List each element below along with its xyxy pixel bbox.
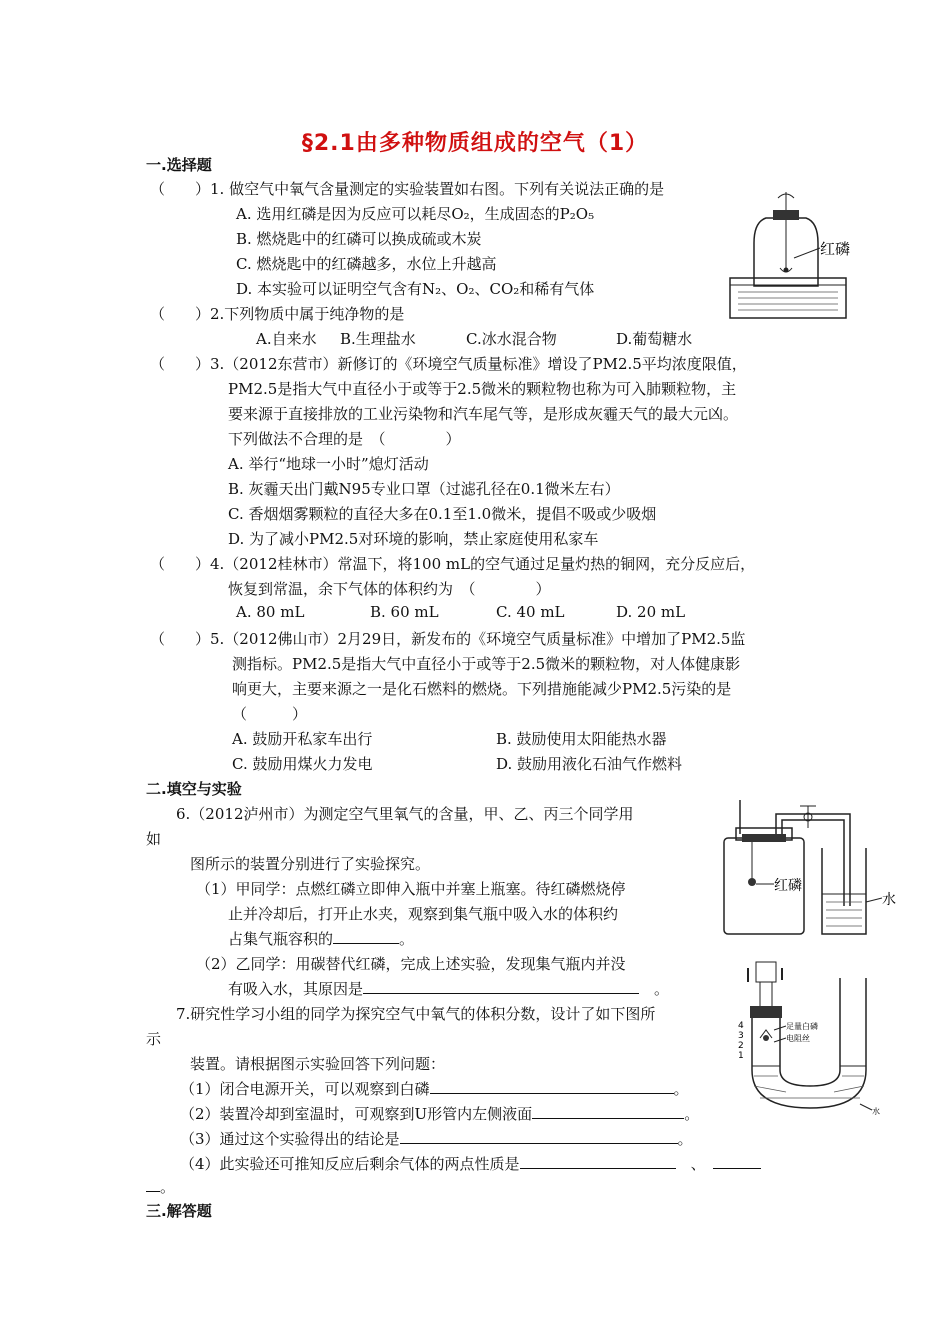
q7-answer-blank-4[interactable] [520,1154,676,1169]
q7-part-4-text: （4）此实验还可推知反应后剩余气体的两点性质是 [180,1155,520,1173]
q7-scale-1: 1 [738,1051,744,1061]
q6-part-2-end: 。 [654,980,670,998]
section-heading-fill: 二.填空与实验 [146,780,242,798]
q4-option-d: D. 20 mL [616,603,686,621]
q6-apparatus-figure [716,794,916,944]
q2-option-c: C.冰水混合物 [466,330,557,348]
q3-line-3: 要来源于直接排放的工业污染物和汽车尾气等，是形成灰霾天气的最大元凶。 [228,405,739,423]
q7-figure-label-phosphorus: 足量白磷 [786,1022,818,1031]
q7-answer-blank-3[interactable] [400,1129,678,1144]
q7-answer-blank-2[interactable] [532,1104,684,1119]
q7-part-3 [180,1128,693,1149]
q3-option-b: B. 灰霾天出门戴N95专业口罩（过滤孔径在0.1微米左右） [228,480,620,498]
q4-line-1: （ ）4.（2012桂林市）常温下，将100 mL的空气通过足量灼热的铜网，充分反应后， [150,555,756,573]
q6-part-1c [228,928,414,949]
q7-part-1-text: （1）闭合电源开关，可以观察到白磷 [180,1080,430,1098]
q2-stem: （ ）2.下列物质中属于纯净物的是 [150,305,405,323]
q1-option-d: D. 本实验可以证明空气含有N₂、O₂、CO₂和稀有气体 [236,280,595,298]
q7-part-2-text: （2）装置冷却到室温时，可观察到U形管内左侧液面 [180,1105,533,1123]
q7-answer-blank-1[interactable] [430,1079,674,1094]
q7-part-4 [180,1153,761,1174]
q7-answer-blank-5-cont[interactable] [146,1177,160,1192]
q7-line-1b: 示 [146,1030,162,1048]
q6-part-1-end: 。 [399,930,415,948]
q1-figure-label: 红磷 [820,240,851,258]
q6-line-1: 6.（2012泸州市）为测定空气里氧气的含量，甲、乙、丙三个同学用 [176,805,634,823]
q4-option-a: A. 80 mL [236,603,305,621]
section-heading-answer: 三.解答题 [146,1202,212,1220]
q7-answer-blank-5[interactable] [713,1154,761,1169]
page-title: §2.1由多种物质组成的空气（1） [301,131,649,156]
q6-part-2b [228,978,669,999]
q2-option-d: D.葡萄糖水 [616,330,693,348]
q6-part-1b: 止并冷却后，打开止水夹，观察到集气瓶中吸入水的体积约 [228,905,619,923]
q1-option-c: C. 燃烧匙中的红磷越多，水位上升越高 [236,255,497,273]
q2-option-a: A.自来水 [256,330,317,348]
q5-option-c: C. 鼓励用煤火力发电 [232,755,373,773]
q5-line-4: （ ） [232,705,308,723]
q7-part-4-dot: 。 [160,1178,176,1196]
q3-line-2: PM2.5是指大气中直径小于或等于2.5微米的颗粒物也称为可入肺颗粒物，主 [228,380,737,398]
q7-scale-2: 2 [738,1041,744,1051]
q6-figure-label-water: 水 [882,892,896,908]
q5-option-d: D. 鼓励用液化石油气作燃料 [496,755,683,773]
q7-figure-label-wire: 电阻丝 [786,1034,810,1043]
q1-option-b: B. 燃烧匙中的红磷可以换成硫或木炭 [236,230,482,248]
q7-part-2-dot: 。 [684,1105,700,1123]
q4-option-b: B. 60 mL [370,603,439,621]
q6-part-1c-text: 占集气瓶容积的 [228,930,334,948]
q1-stem: （ ）1. 做空气中氧气含量测定的实验装置如右图。下列有关说法正确的是 [150,180,665,198]
q7-line-2: 装置。请根据图示实验回答下列问题： [190,1055,446,1073]
q7-part-4-continued [146,1176,175,1197]
q7-part-3-text: （3）通过这个实验得出的结论是 [180,1130,400,1148]
q3-line-1: （ ）3.（2012东营市）新修订的《环境空气质量标准》增设了PM2.5平均浓度限值， [150,355,747,373]
q5-option-b: B. 鼓励使用太阳能热水器 [496,730,667,748]
q7-part-1-dot: 。 [673,1080,689,1098]
q7-part-3-dot: 。 [677,1130,693,1148]
q4-line-2: 恢复到常温，余下气体的体积约为 （ ） [228,580,551,598]
section-heading-choice: 一.选择题 [146,156,212,174]
q5-option-a: A. 鼓励开私家车出行 [232,730,373,748]
q6-line-1b: 如 [146,830,162,848]
q6-answer-blank-2[interactable] [363,979,639,994]
q1-apparatus-figure [726,188,856,323]
q6-part-1a: （1）甲同学：点燃红磷立即伸入瓶中并塞上瓶塞。待红磷燃烧停 [196,880,626,898]
q3-option-c: C. 香烟烟雾颗粒的直径大多在0.1至1.0微米，提倡不吸或少吸烟 [228,505,657,523]
q7-scale-4: 4 [738,1021,744,1031]
q6-line-2: 图所示的装置分别进行了实验探究。 [190,855,431,873]
q3-option-d: D. 为了减小PM2.5对环境的影响，禁止家庭使用私家车 [228,530,599,548]
q2-option-b: B.生理盐水 [340,330,416,348]
q7-apparatus-figure [730,958,900,1118]
q5-line-2: 测指标。PM2.5是指大气中直径小于或等于2.5微米的颗粒物，对人体健康影 [232,655,741,673]
q6-part-2b-text: 有吸入水，其原因是 [228,980,364,998]
q5-line-3: 响更大，主要来源之一是化石燃料的燃烧。下列措施能减少PM2.5污染的是 [232,680,732,698]
q6-part-2a: （2）乙同学：用碳替代红磷，完成上述实验，发现集气瓶内并没 [196,955,626,973]
q7-part-2 [180,1103,699,1124]
q5-line-1: （ ）5.（2012佛山市）2月29日，新发布的《环境空气质量标准》中增加了PM2.5监 [150,630,746,648]
q7-part-4-sep: 、 [690,1155,699,1173]
q3-option-a: A. 举行“地球一小时”熄灯活动 [228,455,429,473]
q6-answer-blank-1[interactable] [333,929,399,944]
q3-line-4: 下列做法不合理的是 （ ） [228,430,461,448]
q7-scale-3: 3 [738,1031,744,1041]
q1-option-a: A. 选用红磷是因为反应可以耗尽O₂，生成固态的P₂O₅ [236,205,595,223]
q7-line-1: 7.研究性学习小组的同学为探究空气中氧气的体积分数，设计了如下图所 [176,1005,656,1023]
q7-figure-label-water: 水 [872,1107,880,1116]
q6-figure-label-phosphorus: 红磷 [774,878,802,894]
q7-part-1 [180,1078,689,1099]
q4-option-c: C. 40 mL [496,603,565,621]
